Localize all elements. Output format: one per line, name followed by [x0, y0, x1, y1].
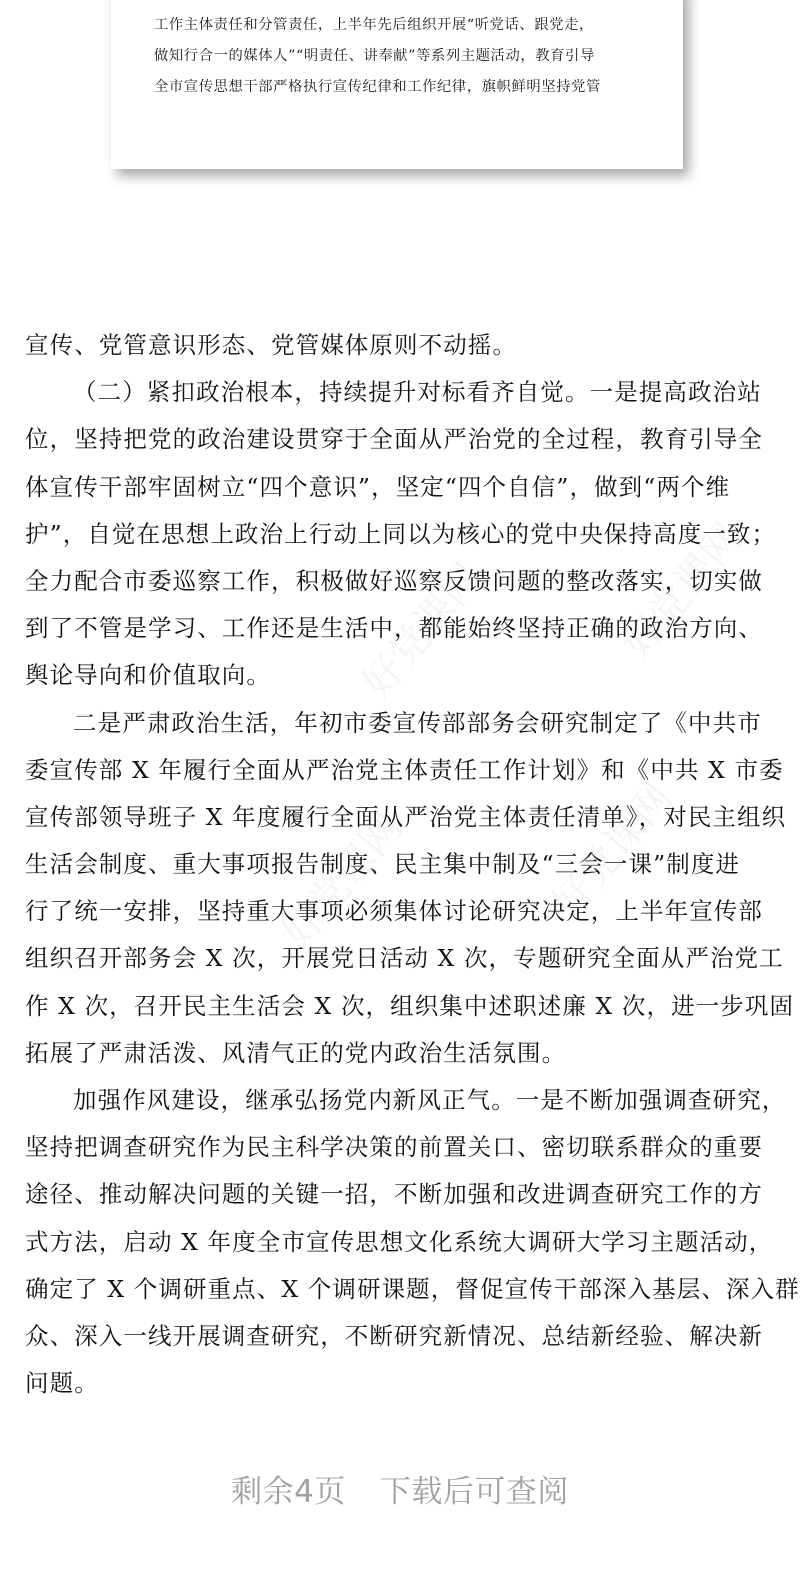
- preview-card-line: 全市宣传思想干部严格执行宣传纪律和工作纪律，旗帜鲜明坚持党管: [154, 79, 601, 95]
- text-line: 护”，自觉在思想上政治上行动上同以为核心的党中央保持高度一致；: [25, 519, 777, 548]
- text-line: 宣传部领导班子 X 年度履行全面从严治党主体责任清单》，对民主组织: [25, 802, 787, 831]
- text-line: 坚持把调查研究作为民主科学决策的前置关口、密切联系群众的重要: [25, 1133, 763, 1162]
- text-line: 行了统一安排，坚持重大事项必须集体讨论研究决定，上半年宣传部: [25, 897, 763, 926]
- text-line: 问题。: [25, 1369, 99, 1398]
- preview-card-line: 做知行合一的媒体人”“明责任、讲奉献”等系列主题活动，教育引导: [154, 48, 595, 64]
- paragraph-start-line: 二是严肃政治生活，年初市委宣传部部务会研究制定了《中共市: [73, 708, 762, 737]
- text-line: 体宣传干部牢固树立“四个意识”，坚定“四个自信”，做到“两个维: [25, 472, 731, 501]
- text-line: 宣传、党管意识形态、党管媒体原则不动摇。: [25, 331, 517, 359]
- text-line: 确定了 X 个调研重点、X 个调研课题，督促宣传干部深入基层、深入群: [25, 1274, 800, 1303]
- download-prompt[interactable]: [0, 1466, 800, 1511]
- text-line: 途径、推动解决问题的关键一招，不断加强和改进调查研究工作的方: [25, 1180, 763, 1209]
- text-line: 拓展了严肃活泼、风清气正的党内政治生活氛围。: [25, 1038, 567, 1067]
- text-line: 位，坚持把党的政治建设贯穿于全面从严治党的全过程，教育引导全: [25, 425, 763, 454]
- preview-card: [111, 0, 683, 169]
- download-hint-label: 下载后可查阅: [379, 1474, 569, 1510]
- text-line: 舆论导向和价值取向。: [25, 661, 271, 690]
- paragraph-start-line: 加强作风建设，继承弘扬党内新风正气。一是不断加强调查研究，: [73, 1086, 787, 1114]
- text-line: 组织召开部务会 X 次，开展党日活动 X 次，专题研究全面从严治党工: [25, 944, 784, 973]
- text-line: 全力配合市委巡察工作，积极做好巡察反馈问题的整改落实，切实做: [25, 566, 763, 595]
- text-line: 生活会制度、重大事项报告制度、民主集中制及“三会一课”制度进: [25, 850, 741, 879]
- text-line: 众、深入一线开展调查研究，不断研究新情况、总结新经验、解决新: [25, 1321, 763, 1350]
- text-line: 到了不管是学习、工作还是生活中，都能始终坚持正确的政治方向、: [25, 614, 763, 643]
- text-line: 式方法，启动 X 年度全市宣传思想文化系统大调研大学习主题活动，: [25, 1227, 774, 1256]
- text-line: 委宣传部 X 年履行全面从严治党主体责任工作计划》和《中共 X 市委: [25, 755, 784, 784]
- remaining-pages-label: 剩余4页: [231, 1474, 346, 1510]
- section-heading-line: （二）紧扣政治根本，持续提升对标看齐自觉。一是提高政治站: [73, 378, 762, 407]
- text-line: 作 X 次，召开民主生活会 X 次，组织集中述职述廉 X 次，进一步巩固: [25, 991, 795, 1020]
- document-body: [25, 322, 800, 1407]
- preview-card-line: 工作主体责任和分管责任，上半年先后组织开展“听党话、跟党走，: [154, 17, 594, 33]
